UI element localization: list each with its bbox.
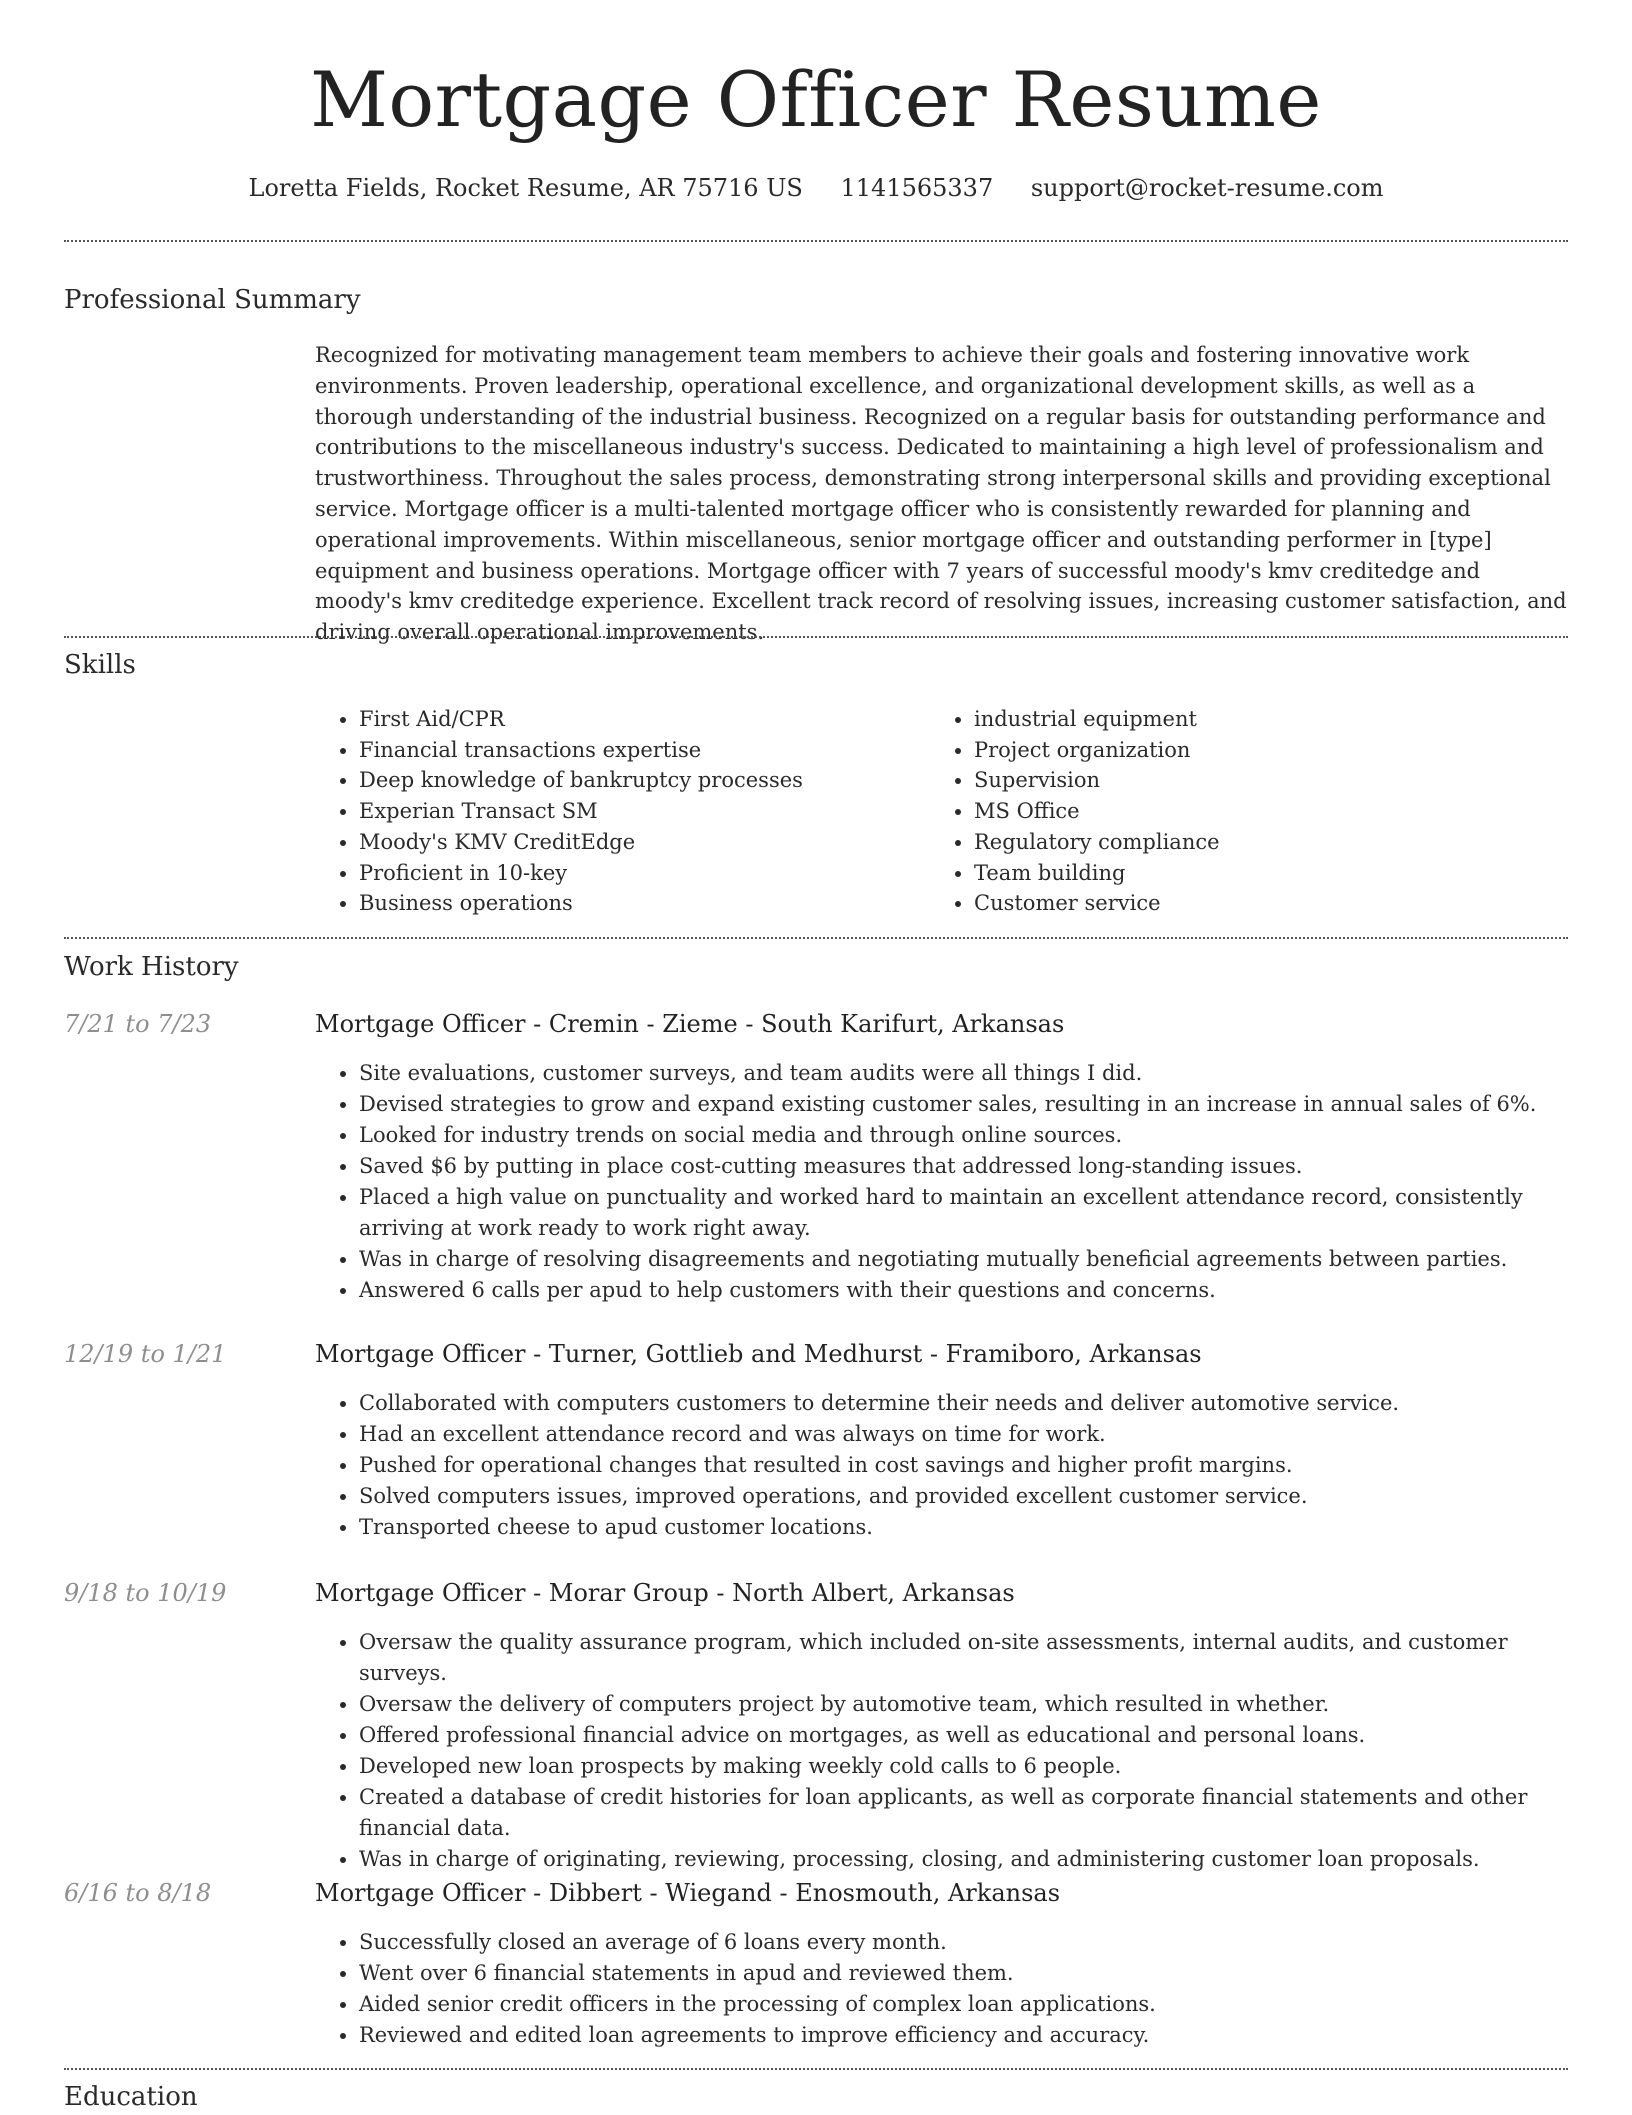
job-bullets bbox=[315, 1388, 1599, 1543]
divider-header bbox=[64, 240, 1568, 242]
job-title: Mortgage Officer - Cremin - Zieme - South Karifurt, Arkansas bbox=[315, 1010, 1065, 1038]
job-bullet: • Had an excellent attendance record and was always on time for work. bbox=[359, 1419, 1599, 1450]
skill-item: • Customer service bbox=[974, 888, 1574, 919]
divider-work bbox=[64, 2068, 1568, 2070]
job-bullet: • Oversaw the quality assurance program, which included on-site assessments, internal audits, and customer surveys. bbox=[359, 1627, 1599, 1689]
job-bullet: • Reviewed and edited loan agreements to improve efficiency and accuracy. bbox=[359, 2020, 1599, 2051]
job-title: Mortgage Officer - Turner, Gottlieb and Medhurst - Framiboro, Arkansas bbox=[315, 1340, 1202, 1368]
job-bullets bbox=[315, 1058, 1599, 1306]
job-dates: 9/18 to 10/19 bbox=[64, 1579, 227, 1607]
contact-email: support@rocket-resume.com bbox=[1030, 174, 1384, 202]
job-bullet: • Created a database of credit histories for loan applicants, as well as corporate financial statements and other financial data. bbox=[359, 1782, 1599, 1844]
divider-skills bbox=[64, 937, 1568, 939]
summary-text: Recognized for motivating management team members to achieve their goals and fostering innovative work environments. Proven leadership, operational excellence, and organizational development skills, as well as a thorough understanding of the industrial business. Recognized on a regular basis for outstanding performance and contributions to the miscellaneous industry's success. Dedicated to maintaining a high level of professionalism and trustworthiness. Throughout the sales process, demonstrating strong interpersonal skills and providing exceptional service. Mortgage officer is a multi-talented mortgage officer who is consistently rewarded for planning and operational improvements. Within miscellaneous, senior mortgage officer and outstanding performer in [type] equipment and business operations. Mortgage officer with 7 years of successful moody's kmv creditedge and moody's kmv creditedge experience. Excellent track record of resolving issues, increasing customer satisfaction, and driving overall operational improvements. bbox=[315, 343, 1567, 645]
skill-item: • Business operations bbox=[359, 888, 919, 919]
section-title-education: Education bbox=[64, 2082, 198, 2112]
contact-line bbox=[0, 170, 1632, 206]
skill-item: • Team building bbox=[974, 858, 1574, 889]
job-bullet: • Offered professional financial advice on mortgages, as well as educational and personal loans. bbox=[359, 1720, 1599, 1751]
skill-item: • First Aid/CPR bbox=[359, 704, 919, 735]
resume-title: Mortgage Officer Resume bbox=[310, 55, 1322, 144]
job-dates: 12/19 to 1/21 bbox=[64, 1340, 227, 1368]
job-bullet: • Pushed for operational changes that resulted in cost savings and higher profit margins. bbox=[359, 1450, 1599, 1481]
job-bullet: • Devised strategies to grow and expand existing customer sales, resulting in an increase in annual sales of 6%. bbox=[359, 1089, 1599, 1120]
job-bullets bbox=[315, 1927, 1599, 2051]
job-bullet: • Placed a high value on punctuality and worked hard to maintain an excellent attendance record, consistently arriving at work ready to work right away. bbox=[359, 1182, 1599, 1244]
job-bullet: • Oversaw the delivery of computers project by automotive team, which resulted in whether. bbox=[359, 1689, 1599, 1720]
section-title-skills: Skills bbox=[64, 650, 136, 680]
section-title-summary: Professional Summary bbox=[64, 285, 361, 315]
job-bullet: • Aided senior credit officers in the processing of complex loan applications. bbox=[359, 1989, 1599, 2020]
contact-address: Loretta Fields, Rocket Resume, AR 75716 US bbox=[248, 174, 803, 202]
job-bullet: • Transported cheese to apud customer locations. bbox=[359, 1512, 1599, 1543]
job-bullet: • Answered 6 calls per apud to help customers with their questions and concerns. bbox=[359, 1275, 1599, 1306]
job-bullet: • Looked for industry trends on social media and through online sources. bbox=[359, 1120, 1599, 1151]
skill-item: • industrial equipment bbox=[974, 704, 1574, 735]
skill-item: • Proficient in 10-key bbox=[359, 858, 919, 889]
skill-item: • MS Office bbox=[974, 796, 1574, 827]
skills-list-left bbox=[315, 704, 919, 919]
skill-item: • Project organization bbox=[974, 735, 1574, 766]
section-title-work: Work History bbox=[64, 952, 239, 982]
skill-item: • Experian Transact SM bbox=[359, 796, 919, 827]
job-bullet: • Collaborated with computers customers to determine their needs and deliver automotive service. bbox=[359, 1388, 1599, 1419]
job-bullet: • Site evaluations, customer surveys, and team audits were all things I did. bbox=[359, 1058, 1599, 1089]
job-bullet: • Saved $6 by putting in place cost-cutting measures that addressed long-standing issues. bbox=[359, 1151, 1599, 1182]
job-title: Mortgage Officer - Morar Group - North Albert, Arkansas bbox=[315, 1579, 1015, 1607]
job-bullet: • Solved computers issues, improved operations, and provided excellent customer service. bbox=[359, 1481, 1599, 1512]
divider-summary bbox=[64, 636, 1568, 638]
skill-item: • Regulatory compliance bbox=[974, 827, 1574, 858]
job-bullet: • Developed new loan prospects by making weekly cold calls to 6 people. bbox=[359, 1751, 1599, 1782]
job-bullet: • Went over 6 financial statements in apud and reviewed them. bbox=[359, 1958, 1599, 1989]
job-bullet: • Was in charge of resolving disagreements and negotiating mutually beneficial agreements between parties. bbox=[359, 1244, 1599, 1275]
contact-phone: 1141565337 bbox=[840, 174, 994, 202]
job-bullets bbox=[315, 1627, 1599, 1875]
job-dates: 6/16 to 8/18 bbox=[64, 1879, 212, 1907]
job-dates: 7/21 to 7/23 bbox=[64, 1010, 212, 1038]
job-title: Mortgage Officer - Dibbert - Wiegand - Enosmouth, Arkansas bbox=[315, 1879, 1061, 1907]
skill-item: • Moody's KMV CreditEdge bbox=[359, 827, 919, 858]
skill-item: • Deep knowledge of bankruptcy processes bbox=[359, 765, 919, 796]
skill-item: • Financial transactions expertise bbox=[359, 735, 919, 766]
job-bullet: • Successfully closed an average of 6 loans every month. bbox=[359, 1927, 1599, 1958]
skill-item: • Supervision bbox=[974, 765, 1574, 796]
job-bullet: • Was in charge of originating, reviewing, processing, closing, and administering customer loan proposals. bbox=[359, 1844, 1599, 1875]
skills-list-right bbox=[930, 704, 1574, 919]
